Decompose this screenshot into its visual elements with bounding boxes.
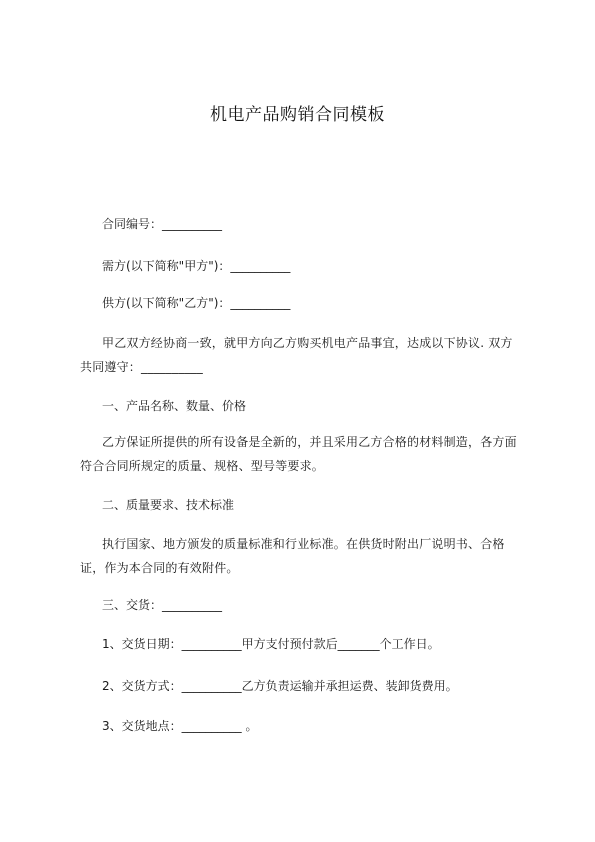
buyer-line: 需方(以下简称"甲方")：__________	[102, 259, 291, 273]
delivery-date-line: 1、交货日期：__________甲方支付预付款后_______个工作日。	[102, 637, 440, 651]
section-3-heading: 三、交货：__________	[102, 598, 223, 612]
section-2-body: 执行国家、地方颁发的质量标准和行业标准。在供货时附出厂说明书、合格证，作为本合同的有效附件。	[80, 537, 505, 575]
section-1-heading: 一、产品名称、数量、价格	[102, 399, 247, 413]
document-title: 机电产品购销合同模板	[210, 105, 385, 125]
intro-paragraph: 甲乙双方经协商一致，就甲方向乙方购买机电产品事宜，达成以下协议. 双方共同遵守：__________	[80, 336, 513, 374]
delivery-method-line: 2、交货方式：__________乙方负责运输并承担运费、装卸货费用。	[102, 679, 458, 693]
supplier-line: 供方(以下简称"乙方")：__________	[102, 296, 291, 310]
section-2-heading: 二、质量要求、技术标准	[102, 498, 235, 512]
delivery-place-line: 3、交货地点：__________ 。	[102, 719, 258, 733]
section-1-body: 乙方保证所提供的所有设备是全新的，并且采用乙方合格的材料制造，各方面符合合同所规定的质量、规格、型号等要求。	[80, 435, 517, 473]
contract-number-line: 合同编号：__________	[102, 217, 223, 231]
